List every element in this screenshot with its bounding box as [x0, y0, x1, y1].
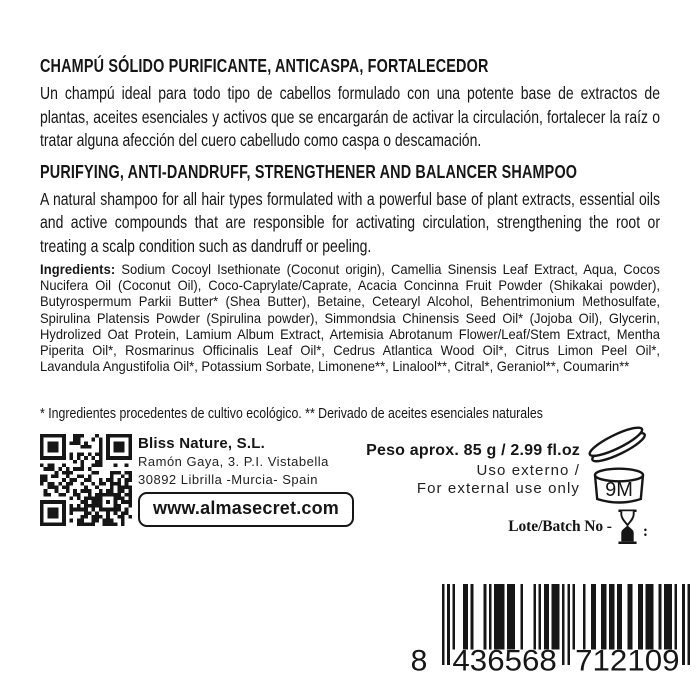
manufacturer-name: Bliss Nature, S.L.	[138, 435, 265, 452]
batch-row	[508, 506, 648, 548]
website-box	[138, 492, 354, 527]
spanish-title: CHAMPÚ SÓLIDO PURIFICANTE, ANTICASPA, FORTALECEDOR	[40, 56, 489, 76]
batch-colon: :	[642, 523, 648, 540]
external-use-en: For external use only	[416, 480, 580, 497]
barcode-digits-left: 436568	[452, 644, 557, 678]
hourglass-icon	[617, 509, 638, 545]
footnote-section	[40, 406, 700, 422]
english-description: A natural shampoo for all hair types formulated with a powerful base of plant extracts, essential oils and active compounds that are responsible for activating circulation, strengthening the root or treating a scalp condition such as dandruff or peeling.	[40, 188, 660, 256]
weight-text: Peso aprox. 85 g / 2.99 fl.oz	[366, 442, 580, 459]
english-title: PURIFYING, ANTI-DANDRUFF, STRENGTHENER AND BALANCER SHAMPOO	[40, 161, 578, 182]
barcode	[408, 584, 690, 678]
barcode-digits-right: 712109	[575, 644, 680, 678]
batch-label: Lote/Batch No -	[508, 518, 612, 535]
ingredients-label: Ingredients:	[40, 262, 116, 277]
barcode-digit-first: 8	[410, 644, 428, 678]
weight-block	[366, 441, 580, 498]
pao-duration: 9M	[605, 479, 633, 501]
eco-footnote: * Ingredientes procedentes de cultivo ecológico. ** Derivado de aceites esenciales naturales	[40, 406, 543, 422]
open-jar-pao-icon	[584, 427, 654, 507]
spanish-description: Un champú ideal para todo tipo de cabellos formulado con una potente base de extractos de plantas, aceites esenciales y activos que se encargarán de activar la circulación, fortalecer la raíz o tratar alguna afección del cuero cabelludo como caspa o descamación.	[40, 83, 660, 150]
manufacturer-address-line1: Ramón Gaya, 3. P.I. Vistabella	[138, 454, 329, 469]
label-text-block	[40, 56, 700, 258]
manufacturer-address-line2: 30892 Librilla -Murcia- Spain	[138, 471, 318, 487]
manufacturer-block	[138, 435, 329, 488]
website-url: www.almasecret.com	[153, 498, 340, 518]
ingredients-text: Sodium Cocoyl Isethionate (Coconut origin), Camellia Sinensis Leaf Extract, Aqua, Cocos Nucifera Oil (Coconut Oil), Coco-Caprylate/Caprate, Acacia Concinna Fruit Powder (Shikakai powder), Butyrospermum Parkii Butter* (Shea Butter), Betaine, Cetearyl Alcohol, Behentrimonium Methosulfate, Spirulina Platensis Powder (Spirulina powder), Simmondsia Chinensis Seed Oil* (Jojoba Oil), Glycerin, Hydrolized Oat Protein, Lamium Album Extract, Artemisia Abrotanum Flower/Leaf/Stem Extract, Mentha Piperita Oil*, Rosmarinus Officinalis Leaf Oil*, Cedrus Atlantica Wood Oil*, Citrus Limon Peel Oil*, Lavandula Angustifolia Oil*, Potassium Sorbate, Limonene**, Linalool**, Citral*, Geraniol**, Coumarin**	[40, 262, 661, 375]
ingredients-section	[40, 262, 700, 375]
ingredients-paragraph	[40, 262, 660, 375]
qr-code-icon	[40, 434, 132, 526]
external-use-es: Uso externo /	[476, 462, 580, 479]
